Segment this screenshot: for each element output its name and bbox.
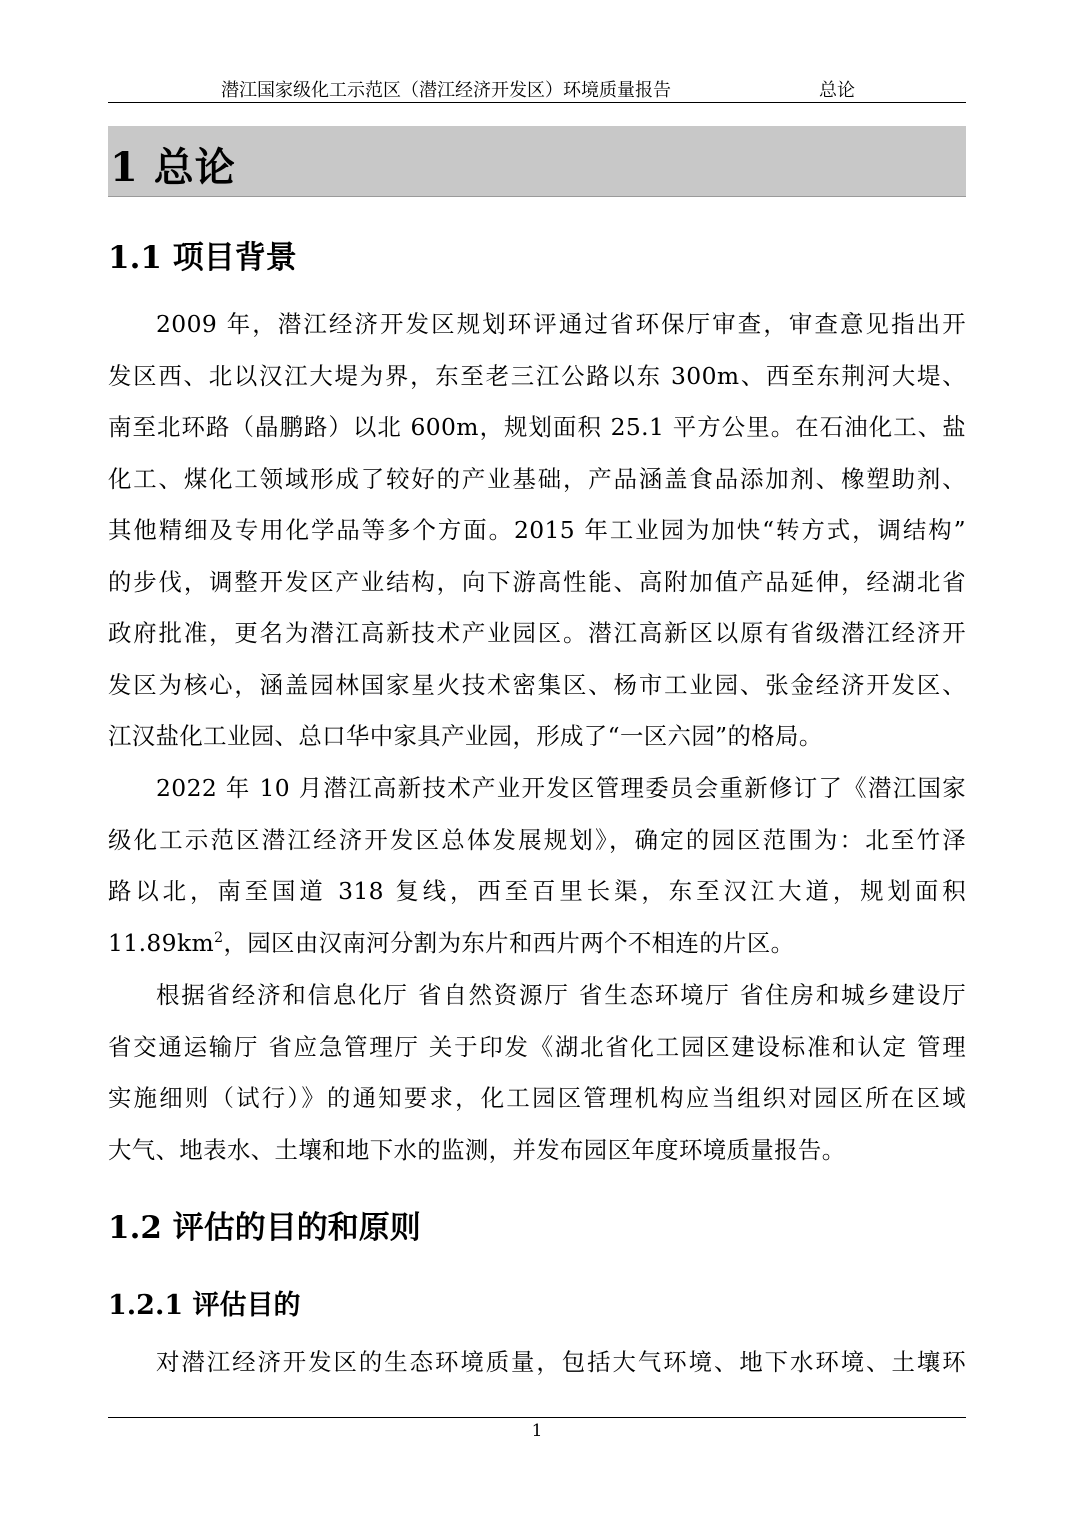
paragraph-line: 江汉盐化工业园、总口华中家具产业园，形成了“一区六园”的格局。	[108, 722, 823, 750]
paragraph-line: 省交通运输厅 省应急管理厅 关于印发《湖北省化工园区建设标准和认定 管理	[108, 1032, 966, 1061]
paragraph-line: 发区为核心，涵盖园林国家星火技术密集区、杨市工业园、张金经济开发区、	[108, 670, 966, 699]
paragraph-line: 化工、煤化工领域形成了较好的产业基础，产品涵盖食品添加剂、橡塑助剂、	[108, 464, 966, 493]
paragraph-line: 大气、地表水、土壤和地下水的监测，并发布园区年度环境质量报告。	[108, 1135, 846, 1164]
paragraph-evaluation-purpose	[108, 1337, 966, 1389]
header-title: 潜江国家级化工示范区（潜江经济开发区）环境质量报告	[221, 80, 671, 101]
paragraph-line: 实施细则（试行）》的通知要求，化工园区管理机构应当组织对园区所在区域	[108, 1084, 966, 1112]
area-description: ，园区由汉南河分割为东片和西片两个不相连的片区。	[223, 928, 795, 957]
paragraph-line: 2022 年 10 月潜江高新技术产业开发区管理委员会重新修订了《潜江国家	[156, 774, 966, 802]
subsection-heading-1-2-1: 1.2.1 评估目的	[108, 1290, 301, 1321]
footer-rule	[108, 1417, 966, 1418]
paragraph-line	[108, 918, 966, 970]
section-heading-1-2: 1.2 评估的目的和原则	[108, 1210, 421, 1246]
paragraph-line: 南至北环路（晶鹏路）以北 600m，规划面积 25.1 平方公里。在石油化工、盐	[108, 413, 966, 441]
page-header	[108, 70, 966, 103]
paragraph-line: 的步伐，调整开发区产业结构，向下游高性能、高附加值产品延伸，经湖北省	[108, 567, 966, 596]
section-heading-1-1: 1.1 项目背景	[108, 240, 297, 276]
paragraph-line: 对潜江经济开发区的生态环境质量，包括大气环境、地下水环境、土壤环	[156, 1348, 966, 1376]
area-unit-superscript: 2	[214, 929, 224, 946]
paragraph-background-3	[108, 970, 966, 1176]
paragraph-background-2	[108, 763, 966, 969]
chapter-title: 1 总论	[110, 144, 236, 191]
area-value: 11.89km	[108, 928, 215, 957]
paragraph-line: 路以北，南至国道 318 复线，西至百里长渠，东至汉江大道，规划面积	[108, 877, 966, 905]
paragraph-line: 2009 年，潜江经济开发区规划环评通过省环保厅审查，审查意见指出开	[156, 310, 966, 338]
paragraph-background-1	[108, 299, 966, 763]
paragraph-line: 政府批准，更名为潜江高新技术产业园区。潜江高新区以原有省级潜江经济开	[108, 619, 966, 647]
page-number: 1	[531, 1421, 543, 1441]
header-section-name: 总论	[819, 80, 855, 101]
paragraph-line: 根据省经济和信息化厅 省自然资源厅 省生态环境厅 省住房和城乡建设厅	[156, 981, 966, 1009]
paragraph-line: 发区西、北以汉江大堤为界，东至老三江公路以东 300m、西至东荆河大堤、	[108, 361, 966, 390]
chapter-title-band	[108, 126, 966, 197]
paragraph-line: 级化工示范区潜江经济开发区总体发展规划》，确定的园区范围为：北至竹泽	[108, 825, 966, 854]
paragraph-line: 其他精细及专用化学品等多个方面。2015 年工业园为加快“转方式，调结构”	[108, 516, 966, 544]
